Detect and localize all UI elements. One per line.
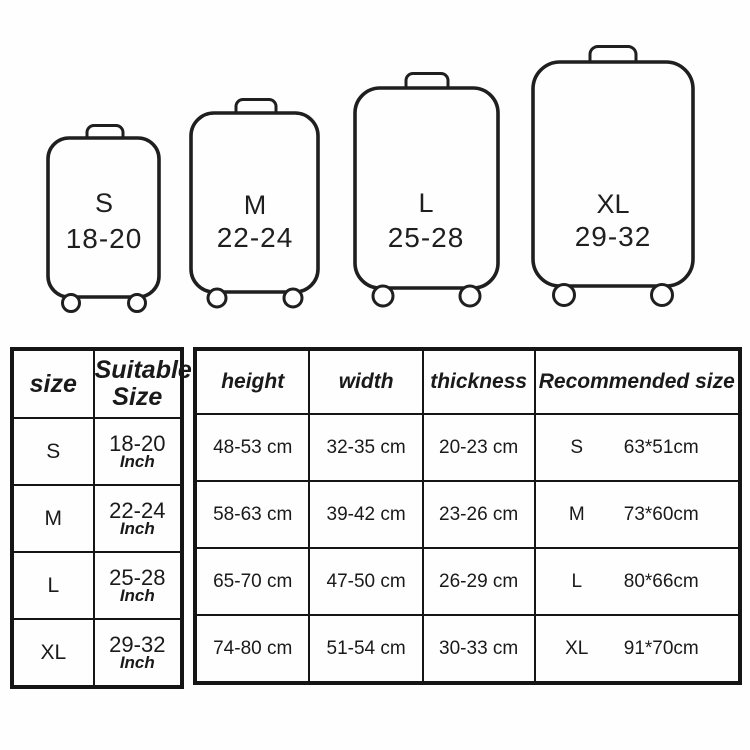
thickness-cell: 26-29 cm xyxy=(423,548,535,615)
range-with-unit xyxy=(95,433,180,470)
suitcase-s-drawing xyxy=(44,122,164,316)
suitcase-outline-l xyxy=(351,70,502,314)
suitcase-l-drawing xyxy=(351,70,502,314)
height-cell: 74-80 cm xyxy=(195,615,309,683)
width-column-header: width xyxy=(309,349,422,414)
recommended-size-letter: XL xyxy=(565,637,589,659)
recommended-size-letter: L xyxy=(571,570,583,592)
range-unit: Inch xyxy=(119,653,155,672)
suitcase-size-letter: L xyxy=(418,188,434,218)
suitcase-wheel-right xyxy=(284,289,302,307)
suitcase-outline-xl xyxy=(529,43,697,315)
suitcase-wheel-right xyxy=(129,295,146,312)
thickness-column-header: thickness xyxy=(423,349,535,414)
dimensions-table xyxy=(193,347,742,685)
suitcase-outline-s xyxy=(44,122,164,316)
width-cell: 39-42 cm xyxy=(309,481,422,548)
range-value: 22-24 xyxy=(109,498,166,523)
recommended-size-pair xyxy=(536,638,738,660)
table-row xyxy=(12,552,182,619)
suitable-size-cell xyxy=(94,485,182,552)
range-with-unit xyxy=(95,567,180,604)
suitcase-wheel-right xyxy=(460,286,480,306)
suitcase-size-range: 25-28 xyxy=(387,222,465,253)
table-row xyxy=(195,548,740,615)
size-cell: S xyxy=(12,418,94,485)
suitcase-size-letter: XL xyxy=(596,189,630,219)
suitable-size-cell xyxy=(94,619,182,687)
recommended-size-pair xyxy=(536,504,738,526)
suitcase-size-range: 22-24 xyxy=(216,222,294,253)
recommended-size-cell xyxy=(535,481,740,548)
recommended-size-pair xyxy=(536,437,738,459)
size-column-header: size xyxy=(12,349,94,418)
height-cell: 58-63 cm xyxy=(195,481,309,548)
recommended-size-pair xyxy=(536,571,738,593)
suitable-size-cell xyxy=(94,552,182,619)
table-row xyxy=(195,615,740,683)
thickness-cell: 30-33 cm xyxy=(423,615,535,683)
width-cell: 51-54 cm xyxy=(309,615,422,683)
recommended-size-letter: M xyxy=(568,503,585,525)
recommended-size-cell xyxy=(535,615,740,683)
suitcase-wheel-left xyxy=(63,295,80,312)
suitable-size-table xyxy=(10,347,192,689)
suitcase-wheel-right xyxy=(652,285,673,306)
table-row xyxy=(195,481,740,548)
recommended-size-dimensions: 80*66cm xyxy=(623,570,699,592)
recommended-size-cell xyxy=(535,414,740,481)
height-cell: 48-53 cm xyxy=(195,414,309,481)
range-with-unit xyxy=(95,634,180,671)
height-column-header: height xyxy=(195,349,309,414)
range-unit: Inch xyxy=(119,586,155,605)
range-unit: Inch xyxy=(119,519,155,538)
recommended-size-dimensions: 91*70cm xyxy=(623,637,699,659)
size-cell: L xyxy=(12,552,94,619)
range-with-unit xyxy=(95,500,180,537)
height-cell: 65-70 cm xyxy=(195,548,309,615)
range-value: 18-20 xyxy=(109,431,166,456)
suitcase-xl-drawing xyxy=(529,43,697,315)
suitable-size-cell xyxy=(94,418,182,485)
recommended-size-column-header: Recommended size xyxy=(535,349,740,414)
recommended-size-cell xyxy=(535,548,740,615)
range-unit: Inch xyxy=(119,452,155,471)
suitcase-outline-m xyxy=(187,96,323,312)
suitcase-wheel-left xyxy=(373,286,393,306)
size-cell: XL xyxy=(12,619,94,687)
suitcase-size-range: 18-20 xyxy=(65,223,143,254)
suitcase-size-range: 29-32 xyxy=(574,221,652,252)
table-row xyxy=(195,414,740,481)
suitcase-wheel-left xyxy=(554,285,575,306)
recommended-size-dimensions: 63*51cm xyxy=(623,436,699,458)
thickness-cell: 20-23 cm xyxy=(423,414,535,481)
suitcase-body xyxy=(533,62,693,286)
suitcase-m-drawing xyxy=(187,96,323,312)
recommended-size-dimensions: 73*60cm xyxy=(623,503,699,525)
table-header-row xyxy=(12,349,182,418)
suitcase-size-letter: S xyxy=(94,188,114,218)
table-row xyxy=(12,418,182,485)
suitcase-size-letter: M xyxy=(243,190,267,220)
thickness-cell: 23-26 cm xyxy=(423,481,535,548)
suitcase-wheel-left xyxy=(208,289,226,307)
suitable-size-column-header: Suitable Size xyxy=(94,349,182,418)
size-cell: M xyxy=(12,485,94,552)
width-cell: 47-50 cm xyxy=(309,548,422,615)
range-value: 29-32 xyxy=(109,632,166,657)
table-row xyxy=(12,619,182,687)
recommended-size-letter: S xyxy=(570,436,584,458)
table-row xyxy=(12,485,182,552)
width-cell: 32-35 cm xyxy=(309,414,422,481)
table-header-row xyxy=(195,349,740,414)
range-value: 25-28 xyxy=(109,565,166,590)
